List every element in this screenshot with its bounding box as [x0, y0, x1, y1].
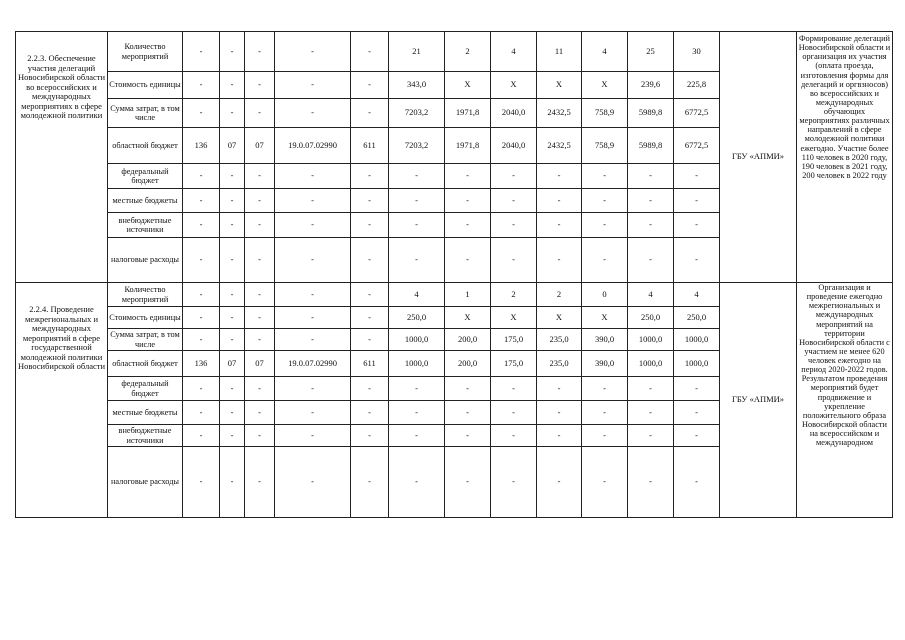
row-label: внебюджетные источники [108, 425, 183, 447]
value-cell: - [389, 401, 445, 425]
value-cell: - [674, 213, 720, 238]
executor: ГБУ «АПМИ» [720, 283, 797, 518]
value-cell: - [491, 238, 537, 283]
budget-code-cell: 136 [183, 351, 220, 377]
budget-code-cell: - [351, 189, 389, 213]
value-cell: 225,8 [674, 72, 720, 99]
budget-code-cell: - [245, 238, 275, 283]
budget-code-cell: - [183, 213, 220, 238]
row-label: Количество мероприятий [108, 283, 183, 307]
value-cell: - [445, 447, 491, 518]
budget-code-cell: - [351, 213, 389, 238]
value-cell: X [491, 72, 537, 99]
budget-code-cell: - [351, 238, 389, 283]
value-cell: - [389, 213, 445, 238]
budget-code-cell: - [275, 307, 351, 329]
table-row [16, 32, 893, 72]
value-cell: X [537, 72, 582, 99]
row-label: местные бюджеты [108, 401, 183, 425]
budget-code-cell: - [220, 99, 245, 128]
value-cell: - [628, 164, 674, 189]
row-label: областной бюджет [108, 351, 183, 377]
row-label: Сумма затрат, в том числе [108, 329, 183, 351]
value-cell: - [674, 189, 720, 213]
value-cell: 250,0 [628, 307, 674, 329]
value-cell: 2 [537, 283, 582, 307]
budget-code-cell: - [220, 329, 245, 351]
value-cell: 1000,0 [389, 351, 445, 377]
budget-code-cell: - [183, 32, 220, 72]
value-cell: 1000,0 [389, 329, 445, 351]
budget-code-cell: - [183, 377, 220, 401]
value-cell: 7203,2 [389, 99, 445, 128]
value-cell: - [491, 425, 537, 447]
activity-name: 2.2.4. Проведение межрегиональных и международных мероприятий в сфере государственной молодежной политики Новосибирской области [16, 283, 108, 518]
budget-code-cell: - [351, 307, 389, 329]
budget-code-cell: - [351, 32, 389, 72]
value-cell: 1971,8 [445, 99, 491, 128]
value-cell: 1000,0 [628, 351, 674, 377]
budget-code-cell: - [183, 307, 220, 329]
value-cell: 4 [389, 283, 445, 307]
budget-code-cell: - [245, 72, 275, 99]
budget-code-cell: - [275, 164, 351, 189]
value-cell: - [537, 447, 582, 518]
value-cell: - [674, 164, 720, 189]
value-cell: - [537, 425, 582, 447]
value-cell: - [537, 189, 582, 213]
value-cell: 200,0 [445, 329, 491, 351]
budget-code-cell: 611 [351, 351, 389, 377]
value-cell: - [674, 401, 720, 425]
budget-code-cell: - [245, 401, 275, 425]
budget-code-cell: - [245, 164, 275, 189]
value-cell: - [491, 401, 537, 425]
budget-code-cell: - [275, 377, 351, 401]
budget-code-cell: 07 [245, 351, 275, 377]
value-cell: 5989,8 [628, 128, 674, 164]
budget-code-cell: - [183, 238, 220, 283]
value-cell: 2 [491, 283, 537, 307]
value-cell: 21 [389, 32, 445, 72]
value-cell: 758,9 [582, 128, 628, 164]
value-cell: - [628, 238, 674, 283]
table-row [16, 283, 893, 307]
budget-code-cell: - [183, 72, 220, 99]
value-cell: 5989,8 [628, 99, 674, 128]
value-cell: - [491, 377, 537, 401]
row-label: внебюджетные источники [108, 213, 183, 238]
value-cell: - [582, 377, 628, 401]
value-cell: 390,0 [582, 329, 628, 351]
budget-code-cell: - [245, 213, 275, 238]
value-cell: - [491, 447, 537, 518]
value-cell: - [389, 377, 445, 401]
value-cell: - [445, 213, 491, 238]
budget-code-cell: - [275, 425, 351, 447]
value-cell: - [628, 447, 674, 518]
budget-code-cell: - [275, 283, 351, 307]
value-cell: X [445, 307, 491, 329]
value-cell: - [628, 213, 674, 238]
budget-code-cell: - [183, 99, 220, 128]
value-cell: 2040,0 [491, 99, 537, 128]
value-cell: - [445, 401, 491, 425]
budget-code-cell: - [275, 99, 351, 128]
value-cell: 7203,2 [389, 128, 445, 164]
budget-code-cell: - [245, 447, 275, 518]
value-cell: 0 [582, 283, 628, 307]
budget-code-cell: - [275, 32, 351, 72]
budget-code-cell: - [245, 32, 275, 72]
value-cell: 1000,0 [628, 329, 674, 351]
budget-code-cell: - [220, 72, 245, 99]
budget-code-cell: - [220, 238, 245, 283]
budget-code-cell: - [183, 164, 220, 189]
row-label: Стоимость единицы [108, 307, 183, 329]
budget-code-cell: 07 [245, 128, 275, 164]
value-cell: - [491, 164, 537, 189]
budget-code-cell: - [351, 164, 389, 189]
value-cell: - [628, 189, 674, 213]
budget-code-cell: - [351, 425, 389, 447]
row-label: федеральный бюджет [108, 164, 183, 189]
value-cell: - [389, 164, 445, 189]
value-cell: 200,0 [445, 351, 491, 377]
value-cell: 25 [628, 32, 674, 72]
row-label: Стоимость единицы [108, 72, 183, 99]
value-cell: - [445, 377, 491, 401]
value-cell: X [582, 307, 628, 329]
budget-code-cell: - [275, 447, 351, 518]
budget-code-cell: - [183, 329, 220, 351]
budget-code-cell: 136 [183, 128, 220, 164]
budget-code-cell: - [245, 283, 275, 307]
budget-code-cell: - [245, 307, 275, 329]
row-label: Количество мероприятий [108, 32, 183, 72]
value-cell: - [537, 213, 582, 238]
value-cell: 235,0 [537, 351, 582, 377]
budget-code-cell: 611 [351, 128, 389, 164]
activity-name: 2.2.3. Обеспечение участия делегаций Новосибирской области во всероссийских и международных мероприятиях в сфере молодежной политики [16, 32, 108, 283]
budget-code-cell: - [183, 425, 220, 447]
budget-code-cell: - [351, 377, 389, 401]
budget-code-cell: - [275, 401, 351, 425]
budget-code-cell: - [245, 425, 275, 447]
row-label: областной бюджет [108, 128, 183, 164]
value-cell: - [674, 238, 720, 283]
budget-code-cell: 19.0.07.02990 [275, 351, 351, 377]
value-cell: 343,0 [389, 72, 445, 99]
budget-code-cell: - [351, 99, 389, 128]
budget-code-cell: - [275, 72, 351, 99]
value-cell: 250,0 [674, 307, 720, 329]
value-cell: 235,0 [537, 329, 582, 351]
budget-code-cell: - [351, 329, 389, 351]
value-cell: - [445, 164, 491, 189]
value-cell: - [674, 377, 720, 401]
budget-code-cell: 07 [220, 128, 245, 164]
budget-code-cell: 07 [220, 351, 245, 377]
value-cell: - [582, 189, 628, 213]
value-cell: - [445, 425, 491, 447]
value-cell: - [582, 447, 628, 518]
value-cell: - [537, 164, 582, 189]
value-cell: 1000,0 [674, 329, 720, 351]
budget-code-cell: - [220, 447, 245, 518]
value-cell: - [491, 213, 537, 238]
budget-code-cell: - [275, 238, 351, 283]
value-cell: 6772,5 [674, 128, 720, 164]
value-cell: - [389, 425, 445, 447]
value-cell: - [582, 164, 628, 189]
value-cell: 1000,0 [674, 351, 720, 377]
value-cell: - [582, 401, 628, 425]
value-cell: - [491, 189, 537, 213]
budget-code-cell: - [220, 401, 245, 425]
row-label: федеральный бюджет [108, 377, 183, 401]
budget-code-cell: - [275, 329, 351, 351]
value-cell: 2040,0 [491, 128, 537, 164]
expected-result: Организация и проведение ежегодно межрегиональных и международных мероприятий на территории Новосибирской области с участием не менее 620 человек ежегодно на период 2020-2022 годов. Результатом проведения мероприятий будет продвижение и укрепление положительного образа Новосибирской области на всероссийском и международном [797, 283, 893, 518]
value-cell: 4 [628, 283, 674, 307]
value-cell: 2432,5 [537, 99, 582, 128]
budget-code-cell: - [220, 189, 245, 213]
value-cell: 758,9 [582, 99, 628, 128]
value-cell: 4 [582, 32, 628, 72]
budget-code-cell: - [245, 377, 275, 401]
budget-code-cell: - [275, 189, 351, 213]
value-cell: - [628, 401, 674, 425]
value-cell: - [537, 401, 582, 425]
row-label: местные бюджеты [108, 189, 183, 213]
row-label: налоговые расходы [108, 238, 183, 283]
value-cell: - [582, 213, 628, 238]
budget-code-cell: - [220, 32, 245, 72]
value-cell: 2432,5 [537, 128, 582, 164]
executor: ГБУ «АПМИ» [720, 32, 797, 283]
value-cell: 11 [537, 32, 582, 72]
value-cell: - [628, 377, 674, 401]
budget-code-cell: - [183, 189, 220, 213]
value-cell: - [537, 238, 582, 283]
value-cell: - [582, 238, 628, 283]
budget-code-cell: 19.0.07.02990 [275, 128, 351, 164]
budget-code-cell: - [245, 329, 275, 351]
value-cell: - [674, 425, 720, 447]
budget-code-cell: - [245, 99, 275, 128]
budget-code-cell: - [351, 72, 389, 99]
budget-code-cell: - [220, 283, 245, 307]
value-cell: X [491, 307, 537, 329]
budget-code-cell: - [220, 377, 245, 401]
value-cell: - [628, 425, 674, 447]
budget-code-cell: - [183, 283, 220, 307]
value-cell: 1971,8 [445, 128, 491, 164]
value-cell: - [389, 189, 445, 213]
value-cell: 390,0 [582, 351, 628, 377]
budget-code-cell: - [220, 425, 245, 447]
value-cell: 239,6 [628, 72, 674, 99]
value-cell: - [389, 447, 445, 518]
row-label: Сумма затрат, в том числе [108, 99, 183, 128]
value-cell: 4 [674, 283, 720, 307]
row-label: налоговые расходы [108, 447, 183, 518]
budget-code-cell: - [351, 401, 389, 425]
value-cell: 175,0 [491, 329, 537, 351]
expected-result: Формирование делегаций Новосибирской области и организация их участия (оплата проезда, изготовления формы для делегаций и оргвзносов) во всероссийских и международных обучающих мероприятиях различных направлений в сфере молодежной политики ежегодно. Участие более 110 человек в 2020 году, 190 человек в 2021 году, 200 человек в 2022 году [797, 32, 893, 283]
value-cell: - [389, 238, 445, 283]
budget-code-cell: - [245, 189, 275, 213]
section-table-body [16, 32, 893, 518]
program-table [15, 31, 893, 518]
value-cell: 2 [445, 32, 491, 72]
value-cell: 175,0 [491, 351, 537, 377]
value-cell: - [445, 189, 491, 213]
value-cell: 30 [674, 32, 720, 72]
value-cell: 4 [491, 32, 537, 72]
value-cell: 1 [445, 283, 491, 307]
budget-code-cell: - [275, 213, 351, 238]
budget-code-cell: - [220, 307, 245, 329]
value-cell: X [445, 72, 491, 99]
value-cell: - [582, 425, 628, 447]
budget-code-cell: - [220, 213, 245, 238]
value-cell: - [445, 238, 491, 283]
budget-code-cell: - [351, 283, 389, 307]
value-cell: 6772,5 [674, 99, 720, 128]
budget-code-cell: - [183, 447, 220, 518]
value-cell: X [582, 72, 628, 99]
budget-code-cell: - [220, 164, 245, 189]
value-cell: - [537, 377, 582, 401]
value-cell: - [674, 447, 720, 518]
value-cell: X [537, 307, 582, 329]
value-cell: 250,0 [389, 307, 445, 329]
budget-code-cell: - [351, 447, 389, 518]
budget-code-cell: - [183, 401, 220, 425]
